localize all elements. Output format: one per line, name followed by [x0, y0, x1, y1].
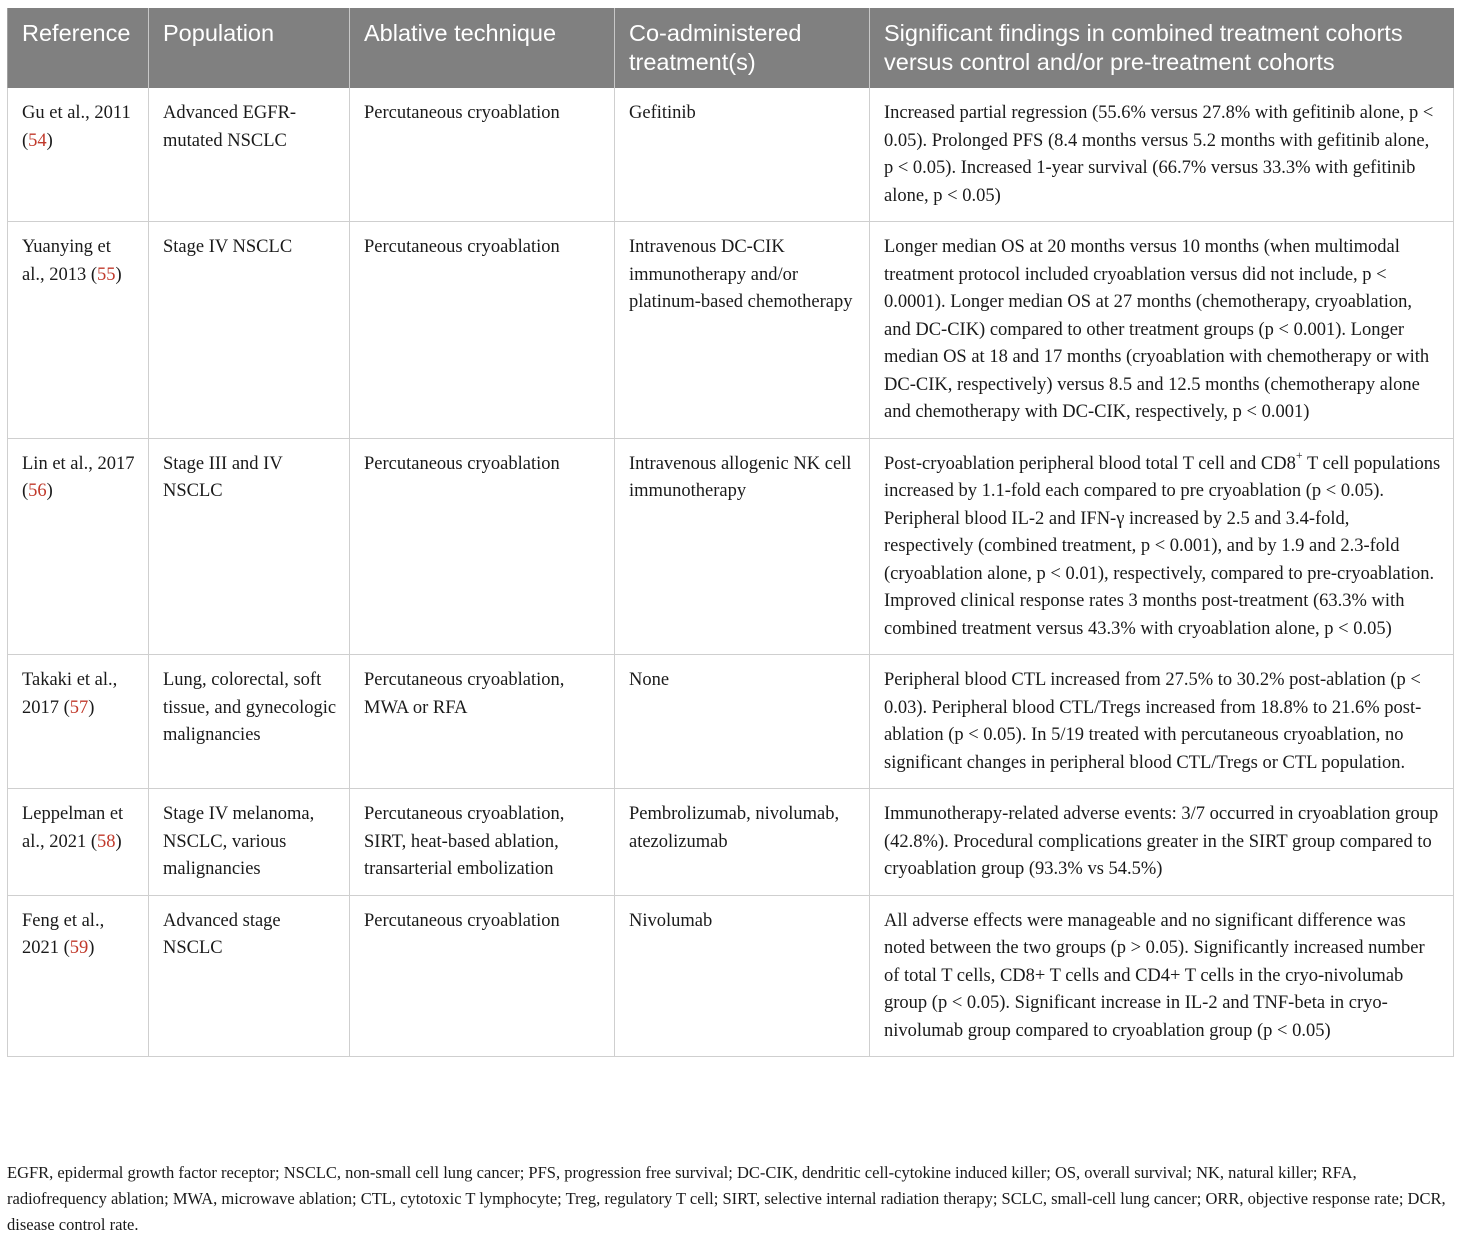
reference-link[interactable]: 59 [69, 938, 89, 958]
cell-population: Advanced stage NSCLC [149, 895, 350, 1057]
header-co-administered-treatment: Co-administered treatment(s) [615, 8, 870, 88]
cell-treatment: None [615, 655, 870, 789]
table-row [8, 88, 1454, 222]
reference-link[interactable]: 55 [97, 264, 116, 285]
cell-population: Advanced EGFR-mutated NSCLC [149, 88, 350, 222]
cell-population: Lung, colorectal, soft tissue, and gynecologic malignancies [149, 655, 350, 789]
cell-reference [8, 655, 149, 789]
cell-population: Stage IV NSCLC [149, 222, 350, 439]
reference-close: ) [115, 831, 122, 852]
cell-findings: Increased partial regression (55.6% versus 27.8% with gefitinib alone, p < 0.05). Prolonged PFS (8.4 months versus 5.2 months with gefitinib alone, p < 0.05). Increased 1-year survival (66.7% versus 33.3% with gefitinib alone, p < 0.05) [870, 88, 1454, 222]
table-row [8, 222, 1454, 439]
cell-reference [8, 789, 149, 896]
reference-close: ) [88, 697, 95, 718]
cell-technique: Percutaneous cryoablation [350, 222, 615, 439]
reference-close: ) [46, 130, 53, 151]
reference-text: Feng et al., 2021 ( [22, 910, 105, 958]
findings-text-part: T cell populations increased by 1.1-fold each compared to pre cryoablation (p < 0.05). Peripheral blood IL-2 and IFN-γ increased by 2.5 and 3.4-fold, respectively (combined treatment, p < 0.001), and by 1.9 and 2.3-fold (cryoablation alone, p < 0.01), respectively, compared to pre-cryoablation. Improved clinical response rates 3 months post-treatment (63.3% with combined treatment versus 43.3% with cryoablation alone, p < 0.05) [884, 453, 1441, 639]
cell-technique: Percutaneous cryoablation [350, 895, 615, 1057]
cell-technique: Percutaneous cryoablation, MWA or RFA [350, 655, 615, 789]
cell-technique: Percutaneous cryoablation, SIRT, heat-based ablation, transarterial embolization [350, 789, 615, 896]
reference-text: Lin et al., 2017 ( [22, 453, 135, 501]
studies-table-container [7, 8, 1453, 1057]
table-footnote: EGFR, epidermal growth factor receptor; NSCLC, non-small cell lung cancer; PFS, progression free survival; DC-CIK, dendritic cell-cytokine induced killer; OS, overall survival; NK, natural killer; RFA, radiofrequency ablation; MWA, microwave ablation; CTL, cytotoxic T lymphocyte; Treg, regulatory T cell; SIRT, selective internal radiation therapy; SCLC, small-cell lung cancer; ORR, objective response rate; DCR, disease control rate. [7, 1163, 1446, 1234]
header-reference: Reference [8, 8, 149, 88]
cell-technique: Percutaneous cryoablation [350, 88, 615, 222]
reference-link[interactable]: 58 [97, 831, 116, 852]
reference-link[interactable]: 57 [69, 697, 89, 718]
reference-close: ) [115, 264, 122, 285]
cell-reference [8, 222, 149, 439]
reference-close: ) [46, 481, 53, 501]
cell-population: Stage III and IV NSCLC [149, 438, 350, 655]
table-body [8, 88, 1454, 1057]
reference-text: Takaki et al., 2017 ( [22, 670, 118, 718]
cell-findings: Immunotherapy-related adverse events: 3/7 occurred in cryoablation group (42.8%). Procedural complications greater in the SIRT group compared to cryoablation group (93.3% vs 54.5%) [870, 789, 1454, 896]
table-row [8, 655, 1454, 789]
table-row [8, 438, 1454, 655]
cell-population: Stage IV melanoma, NSCLC, various malignancies [149, 789, 350, 896]
cell-treatment: Intravenous DC-CIK immunotherapy and/or platinum-based chemotherapy [615, 222, 870, 439]
reference-text: Leppelman et al., 2021 ( [22, 804, 124, 852]
header-significant-findings: Significant findings in combined treatment cohorts versus control and/or pre-treatment cohorts [870, 8, 1454, 88]
header-ablative-technique: Ablative technique [350, 8, 615, 88]
cell-findings [870, 438, 1454, 655]
table-row [8, 789, 1454, 896]
table-header [8, 8, 1454, 88]
superscript-plus: + [1295, 448, 1303, 463]
cell-treatment: Intravenous allogenic NK cell immunotherapy [615, 438, 870, 655]
reference-text: Yuanying et al., 2013 ( [22, 237, 111, 285]
findings-text-part: Post-cryoablation peripheral blood total T cell and CD8 [884, 453, 1296, 474]
cell-findings: Longer median OS at 20 months versus 10 months (when multimodal treatment protocol included cryoablation versus did not include, p < 0.0001). Longer median OS at 27 months (chemotherapy, cryoablation, and DC-CIK) compared to other treatment groups (p < 0.001). Longer median OS at 18 and 17 months (cryoablation with chemotherapy or with DC-CIK, respectively) versus 8.5 and 12.5 months (chemotherapy alone and chemotherapy with DC-CIK, respectively, p < 0.001) [870, 222, 1454, 439]
cell-treatment: Gefitinib [615, 88, 870, 222]
cell-treatment: Nivolumab [615, 895, 870, 1057]
cell-findings: Peripheral blood CTL increased from 27.5% to 30.2% post-ablation (p < 0.03). Peripheral blood CTL/Tregs increased from 18.8% to 21.6% post-ablation (p < 0.05). In 5/19 treated with percutaneous cryoablation, no significant changes in peripheral blood CTL/Tregs or CTL population. [870, 655, 1454, 789]
cell-reference [8, 438, 149, 655]
reference-text: Gu et al., 2011 ( [22, 103, 131, 151]
cell-technique: Percutaneous cryoablation [350, 438, 615, 655]
cell-reference [8, 88, 149, 222]
cell-reference [8, 895, 149, 1057]
header-row [8, 8, 1454, 88]
header-population: Population [149, 8, 350, 88]
reference-link[interactable]: 56 [28, 481, 47, 501]
cell-findings: All adverse effects were manageable and no significant difference was noted between the two groups (p > 0.05). Significantly increased number of total T cells, CD8+ T cells and CD4+ T cells in the cryo-nivolumab group (p < 0.05). Significant increase in IL-2 and TNF-beta in cryo-nivolumab group compared to cryoablation group (p < 0.05) [870, 895, 1454, 1057]
studies-table [7, 8, 1454, 1057]
table-row [8, 895, 1454, 1057]
reference-close: ) [88, 938, 95, 958]
reference-link[interactable]: 54 [28, 130, 47, 151]
cell-treatment: Pembrolizumab, nivolumab, atezolizumab [615, 789, 870, 896]
